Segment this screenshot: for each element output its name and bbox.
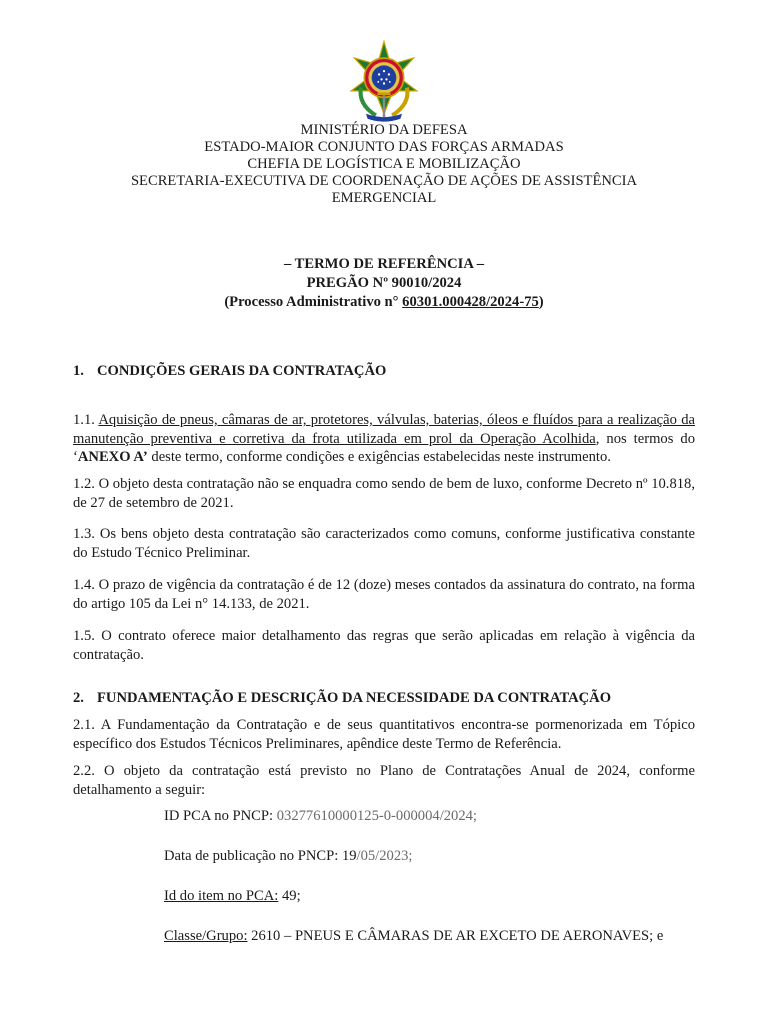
section-title: FUNDAMENTAÇÃO E DESCRIÇÃO DA NECESSIDADE DA CONTRATAÇÃO [97,690,612,706]
paragraph-1-2: 1.2. O objeto desta contratação não se enquadra como sendo de bem de luxo, conforme Decreto nº 10.818, de 27 de setembro de 2021. [73,476,695,511]
item-value-day: 19 [341,848,357,864]
paragraph-1-5: 1.5. O contrato oferece maior detalhamento das regras que serão aplicadas em relação à vigência da contratação. [73,628,695,663]
process-number-line [60,293,708,312]
paragraph-2-2: 2.2. O objeto da contratação está previsto no Plano de Contratações Anual de 2024, conforme detalhamento a seguir: [73,763,695,798]
item-label: Classe/Grupo: [164,928,248,944]
institution-header [60,122,708,207]
section-title: CONDIÇÕES GERAIS DA CONTRATAÇÃO [97,363,387,379]
process-number: 60301.000428/2024-75 [402,294,539,310]
annex-reference: ANEXO A’ [77,449,148,466]
section-1-heading [73,362,695,381]
header-line-emergencial: EMERGENCIAL [331,190,437,206]
paragraph-1-4: 1.4. O prazo de vigência da contratação é de 12 (doze) meses contados da assinatura do contrato, na forma do artigo 105 da Lei n° 14.133, de 2021. [73,577,695,612]
section-number: 2. [73,690,84,706]
header-line-logistics: CHEFIA DE LOGÍSTICA E MOBILIZAÇÃO [247,156,521,172]
document-title: – TERMO DE REFERÊNCIA – [283,256,484,272]
pca-id-item [164,807,704,826]
paragraph-text: deste termo, conforme condições e exigências estabelecidas neste instrumento. [147,449,611,466]
publication-date-item [164,847,704,866]
process-suffix: ) [538,294,544,310]
section-number: 1. [73,363,84,379]
paragraph-number: 1.1. [73,412,99,428]
pca-item-id [164,887,704,906]
item-value: 49; [278,888,301,904]
pregao-number: PREGÃO Nº 90010/2024 [306,275,462,291]
class-group-item [164,927,704,946]
item-value: 03277610000125-0-000004/2024; [276,808,477,824]
paragraph-2-1: 2.1. A Fundamentação da Contratação e de seus quantitativos encontra-se pormenorizada em Tópico específico dos Estudos Técnicos Preliminares, apêndice deste Termo de Referência. [73,717,695,752]
item-label: ID PCA no PNCP: [164,808,277,824]
header-line-ministry: MINISTÉRIO DA DEFESA [300,122,468,138]
item-label: Data de publicação no PNCP: [164,848,342,864]
brazil-coat-of-arms-icon [343,40,425,122]
item-value: /05/2023; [356,848,413,864]
paragraph-1-1 [73,411,695,467]
paragraph-text: , nos termos do ‘ [73,430,695,466]
section-2-heading [73,689,695,708]
item-value: 2610 – PNEUS E CÂMARAS DE AR EXCETO DE AERONAVES; e [247,928,664,944]
object-description: Aquisição de pneus, câmaras de ar, protetores, válvulas, baterias, óleos e fluídos para a realização da manutenção preventiva e corretiva da frota utilizada em prol da Operação Acolhida [73,412,695,447]
process-prefix: (Processo Administrativo n° [224,294,403,310]
item-label: Id do item no PCA: [164,888,279,904]
header-line-secretariat: SECRETARIA-EXECUTIVA DE COORDENAÇÃO DE AÇÕES DE ASSISTÊNCIA [130,173,638,189]
document-title-block [60,255,708,312]
paragraph-1-3: 1.3. Os bens objeto desta contratação são caracterizados como comuns, conforme justificativa constante do Estudo Técnico Preliminar. [73,526,695,561]
header-line-staff: ESTADO-MAIOR CONJUNTO DAS FORÇAS ARMADAS [204,139,564,155]
